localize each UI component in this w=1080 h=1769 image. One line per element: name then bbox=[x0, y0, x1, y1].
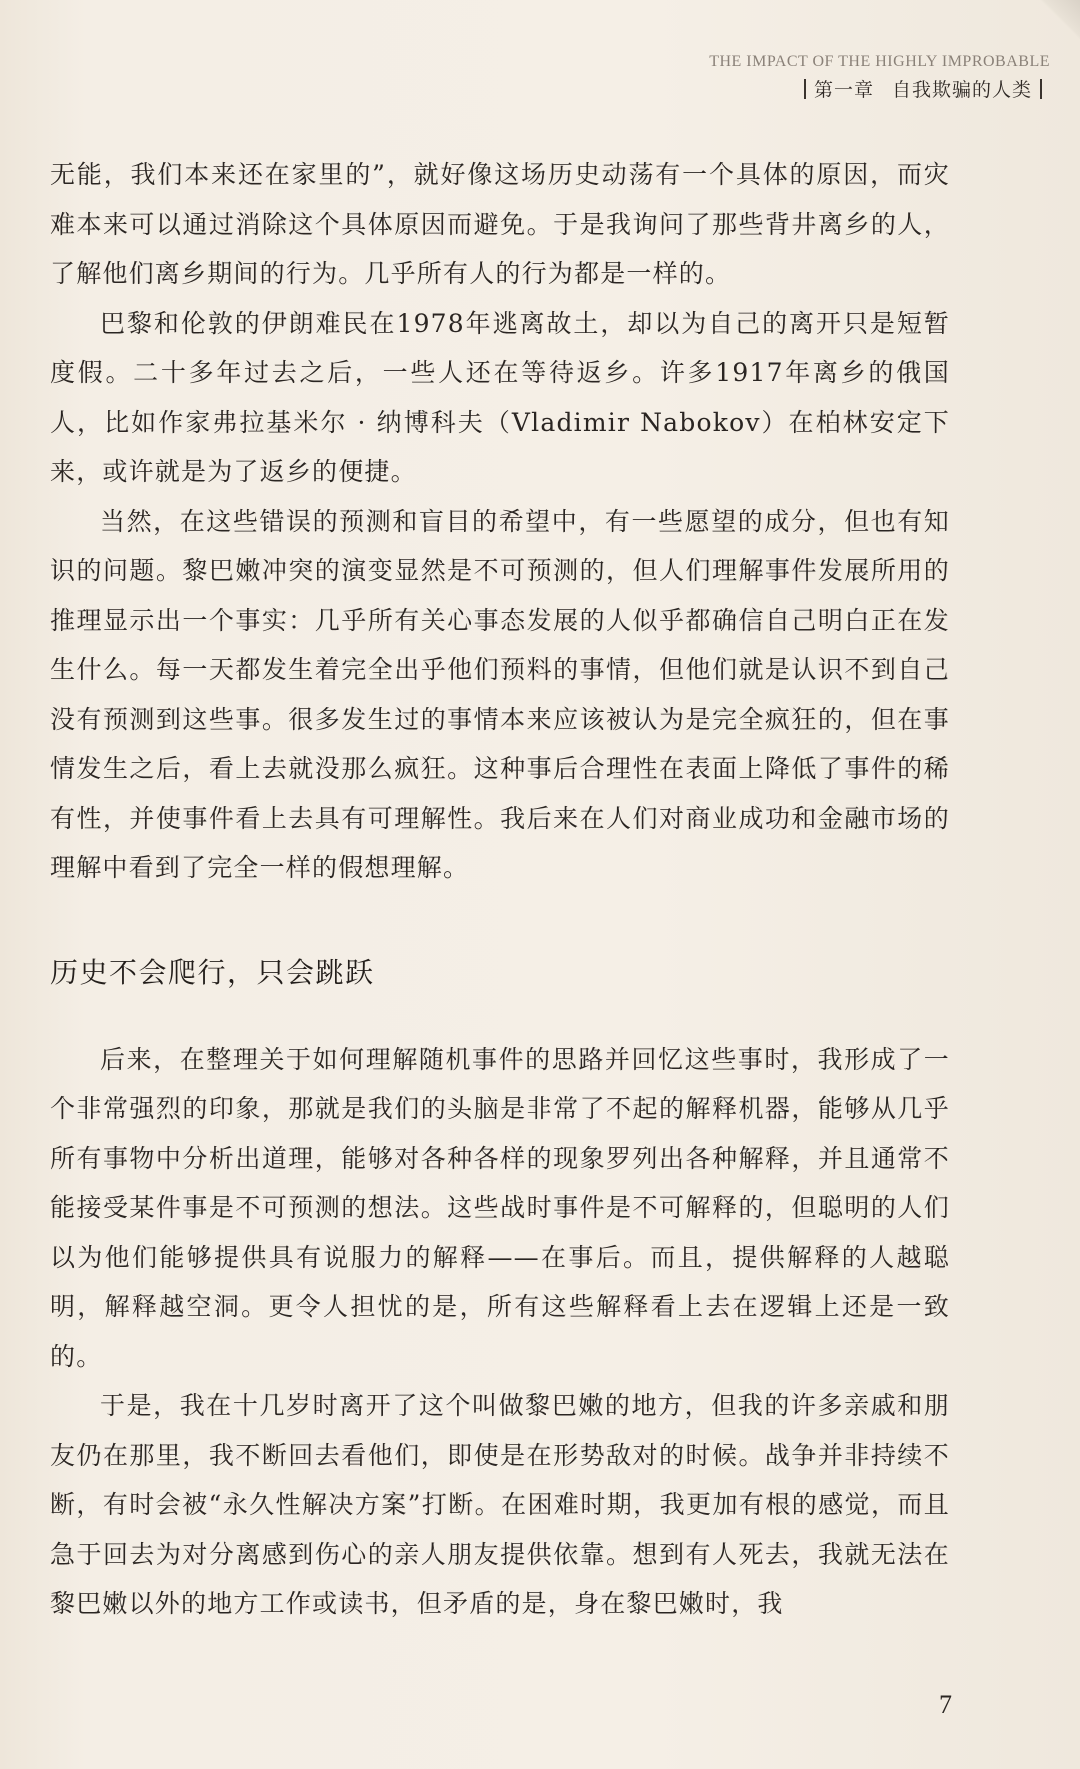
running-head bbox=[709, 52, 1050, 102]
page-number: 7 bbox=[939, 1690, 952, 1719]
section-heading: 历史不会爬行，只会跳跃 bbox=[50, 955, 375, 989]
running-head-divider-right bbox=[1040, 79, 1042, 99]
paragraph-3: 当然，在这些错误的预测和盲目的希望中，有一些愿望的成分，但也有知识的问题。黎巴嫩冲突的演变显然是不可预测的，但人们理解事件发展所用的推理显示出一个事实：几乎所有关心事态发展的人似乎都确信自己明白正在发生什么。每一天都发生着完全出乎他们预料的事情，但他们就是认识不到自己没有预测到这些事。很多发生过的事情本来应该被认为是完全疯狂的，但在事情发生之后，看上去就没那么疯狂。这种事后合理性在表面上降低了事件的稀有性，并使事件看上去具有可理解性。我后来在人们对商业成功和金融市场的理解中看到了完全一样的假想理解。 bbox=[50, 506, 950, 882]
paragraph-5: 于是，我在十几岁时离开了这个叫做黎巴嫩的地方，但我的许多亲戚和朋友仍在那里，我不断回去看他们，即使是在形势敌对的时候。战争并非持续不断，有时会被“永久性解决方案”打断。在困难时期，我更加有根的感觉，而且急于回去为对分离感到伤心的亲人朋友提供依靠。想到有人死去，我就无法在黎巴嫩以外的地方工作或读书，但矛盾的是，身在黎巴嫩时，我 bbox=[50, 1391, 950, 1618]
paragraph-2: 巴黎和伦敦的伊朗难民在1978年逃离故土，却以为自己的离开只是短暂度假。二十多年过去之后，一些人还在等待返乡。许多1917年离乡的俄国人，比如作家弗拉基米尔 · 纳博科夫（Vladimir Nabokov）在柏林安定下来，或许就是为了返乡的便捷。 bbox=[50, 308, 950, 486]
running-head-divider-left bbox=[804, 79, 806, 99]
paragraph-4: 后来，在整理关于如何理解随机事件的思路并回忆这些事时，我形成了一个非常强烈的印象，那就是我们的头脑是非常了不起的解释机器，能够从几乎所有事物中分析出道理，能够对各种各样的现象罗列出各种解释，并且通常不能接受某件事是不可预测的想法。这些战时事件是不可解释的，但聪明的人们以为他们能够提供具有说服力的解释——在事后。而且，提供解释的人越聪明，解释越空洞。更令人担忧的是，所有这些解释看上去在逻辑上还是一致的。 bbox=[50, 1044, 950, 1371]
page-corner bbox=[1040, 0, 1080, 40]
running-head-chapter-title: 自我欺骗的人类 bbox=[891, 79, 1032, 101]
running-head-chapter: 第一章 bbox=[813, 79, 874, 101]
paragraph-1: 无能，我们本来还在家里的”，就好像这场历史动荡有一个具体的原因，而灾难本来可以通过消除这个具体原因而避免。于是我询问了那些背井离乡的人，了解他们离乡期间的行为。几乎所有人的行为都是一样的。 bbox=[50, 160, 950, 288]
page-body bbox=[50, 150, 950, 1629]
running-head-english: THE IMPACT OF THE HIGHLY IMPROBABLE bbox=[709, 53, 1050, 70]
running-head-chapter-line bbox=[709, 78, 1050, 102]
